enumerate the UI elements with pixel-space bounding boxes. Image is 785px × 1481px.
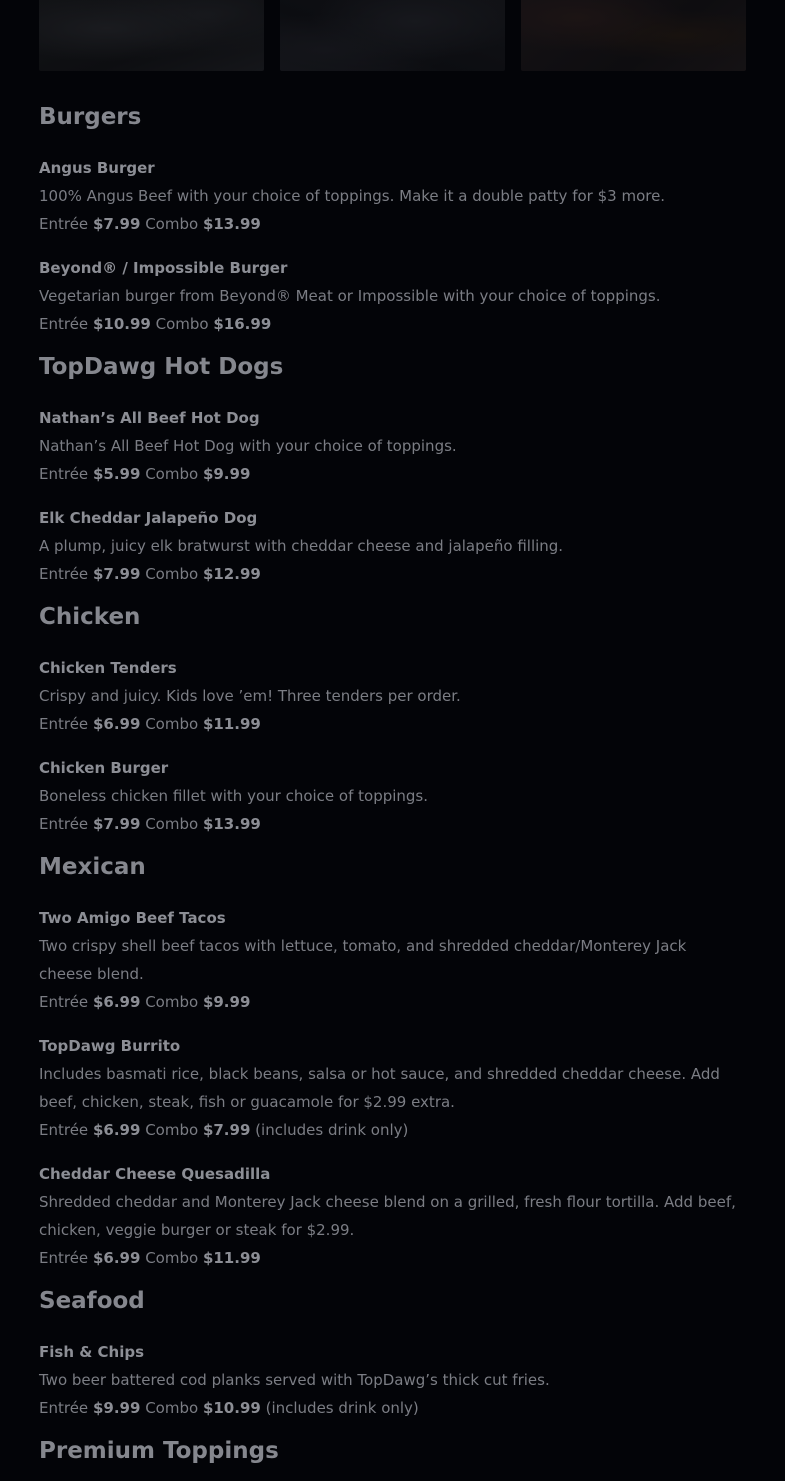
item-price-line — [39, 210, 739, 238]
menu-item — [39, 1160, 739, 1272]
combo-price: $10.99 — [202, 1399, 261, 1417]
item-description: Crispy and juicy. Kids love ’em! Three tenders per order. — [39, 687, 461, 705]
menu-section — [39, 1282, 739, 1422]
combo-label: Combo — [145, 715, 199, 733]
entree-label: Entrée — [39, 993, 89, 1011]
entree-label: Entrée — [39, 215, 89, 233]
menu-item — [39, 154, 739, 238]
entree-label: Entrée — [39, 565, 89, 583]
entree-label: Entrée — [39, 1121, 89, 1139]
item-description: Boneless chicken fillet with your choice of toppings. — [39, 787, 429, 805]
menu-section — [39, 848, 739, 1272]
combo-label: Combo — [145, 993, 199, 1011]
entree-label: Entrée — [39, 815, 89, 833]
item-description: Includes basmati rice, black beans, salsa or hot sauce, and shredded cheddar cheese. Add beef, chicken, steak, fish or guacamole for $2.99 extra. — [39, 1065, 720, 1111]
item-description: 100% Angus Beef with your choice of toppings. Make it a double patty for $3 more. — [39, 187, 666, 205]
entree-price: $10.99 — [92, 315, 151, 333]
item-name: Angus Burger — [39, 159, 155, 177]
combo-label: Combo — [145, 1121, 199, 1139]
item-description: Nathan’s All Beef Hot Dog with your choice of toppings. — [39, 437, 457, 455]
item-description: Two crispy shell beef tacos with lettuce, tomato, and shredded cheddar/Monterey Jack cheese blend. — [39, 937, 687, 983]
section-heading: TopDawg Hot Dogs — [39, 354, 284, 380]
entree-price: $6.99 — [92, 993, 141, 1011]
entree-price: $6.99 — [92, 1121, 141, 1139]
entree-price: $6.99 — [92, 715, 141, 733]
entree-label: Entrée — [39, 1249, 89, 1267]
food-photo[interactable] — [280, 0, 505, 71]
entree-price: $5.99 — [92, 465, 141, 483]
price-note: (includes drink only) — [255, 1121, 409, 1139]
section-heading: Premium Toppings — [39, 1438, 279, 1464]
item-price-line — [39, 988, 739, 1016]
menu-item — [39, 904, 739, 1016]
item-price-line — [39, 1394, 739, 1422]
item-name: Fish & Chips — [39, 1343, 145, 1361]
entree-price: $7.99 — [92, 215, 141, 233]
section-heading: Seafood — [39, 1288, 145, 1314]
entree-price: $7.99 — [92, 565, 141, 583]
combo-price: $7.99 — [202, 1121, 251, 1139]
menu-list — [39, 98, 739, 1470]
item-price-line — [39, 1244, 739, 1272]
item-price-line — [39, 810, 739, 838]
combo-price: $9.99 — [202, 993, 251, 1011]
menu-section — [39, 98, 739, 338]
combo-label: Combo — [145, 565, 199, 583]
menu-item — [39, 1032, 739, 1144]
combo-label: Combo — [145, 815, 199, 833]
item-description: Shredded cheddar and Monterey Jack cheese blend on a grilled, fresh flour tortilla. Add beef, chicken, veggie burger or steak for $2.99. — [39, 1193, 736, 1239]
item-name: TopDawg Burrito — [39, 1037, 181, 1055]
combo-label: Combo — [145, 1249, 199, 1267]
combo-price: $11.99 — [202, 1249, 261, 1267]
menu-item — [39, 504, 739, 588]
entree-price: $7.99 — [92, 815, 141, 833]
combo-label: Combo — [145, 465, 199, 483]
menu-item — [39, 654, 739, 738]
item-name: Chicken Burger — [39, 759, 169, 777]
item-description: Two beer battered cod planks served with TopDawg’s thick cut fries. — [39, 1371, 550, 1389]
combo-price: $9.99 — [202, 465, 251, 483]
section-heading: Mexican — [39, 854, 146, 880]
item-price-line — [39, 1116, 739, 1144]
item-description: A plump, juicy elk bratwurst with cheddar cheese and jalapeño filling. — [39, 537, 564, 555]
entree-label: Entrée — [39, 315, 89, 333]
food-photo[interactable] — [39, 0, 264, 71]
entree-price: $6.99 — [92, 1249, 141, 1267]
combo-price: $13.99 — [202, 215, 261, 233]
combo-price: $11.99 — [202, 715, 261, 733]
entree-label: Entrée — [39, 465, 89, 483]
menu-item — [39, 404, 739, 488]
section-heading: Burgers — [39, 104, 142, 130]
item-name: Chicken Tenders — [39, 659, 177, 677]
entree-label: Entrée — [39, 715, 89, 733]
combo-label: Combo — [145, 1399, 199, 1417]
menu-section — [39, 598, 739, 838]
item-name: Two Amigo Beef Tacos — [39, 909, 226, 927]
item-price-line — [39, 560, 739, 588]
item-price-line — [39, 460, 739, 488]
menu-item — [39, 254, 739, 338]
item-name: Nathan’s All Beef Hot Dog — [39, 409, 260, 427]
combo-label: Combo — [155, 315, 209, 333]
food-photo[interactable] — [521, 0, 746, 71]
combo-price: $12.99 — [202, 565, 261, 583]
menu-item — [39, 754, 739, 838]
section-heading: Chicken — [39, 604, 141, 630]
combo-price: $16.99 — [213, 315, 272, 333]
item-name: Cheddar Cheese Quesadilla — [39, 1165, 271, 1183]
food-photo-strip — [39, 0, 746, 71]
entree-price: $9.99 — [92, 1399, 141, 1417]
item-price-line — [39, 310, 739, 338]
item-name: Elk Cheddar Jalapeño Dog — [39, 509, 258, 527]
menu-section — [39, 1432, 739, 1470]
item-description: Vegetarian burger from Beyond® Meat or Impossible with your choice of toppings. — [39, 287, 661, 305]
combo-label: Combo — [145, 215, 199, 233]
item-name: Beyond® / Impossible Burger — [39, 259, 288, 277]
menu-item — [39, 1338, 739, 1422]
combo-price: $13.99 — [202, 815, 261, 833]
price-note: (includes drink only) — [265, 1399, 419, 1417]
entree-label: Entrée — [39, 1399, 89, 1417]
menu-section — [39, 348, 739, 588]
item-price-line — [39, 710, 739, 738]
